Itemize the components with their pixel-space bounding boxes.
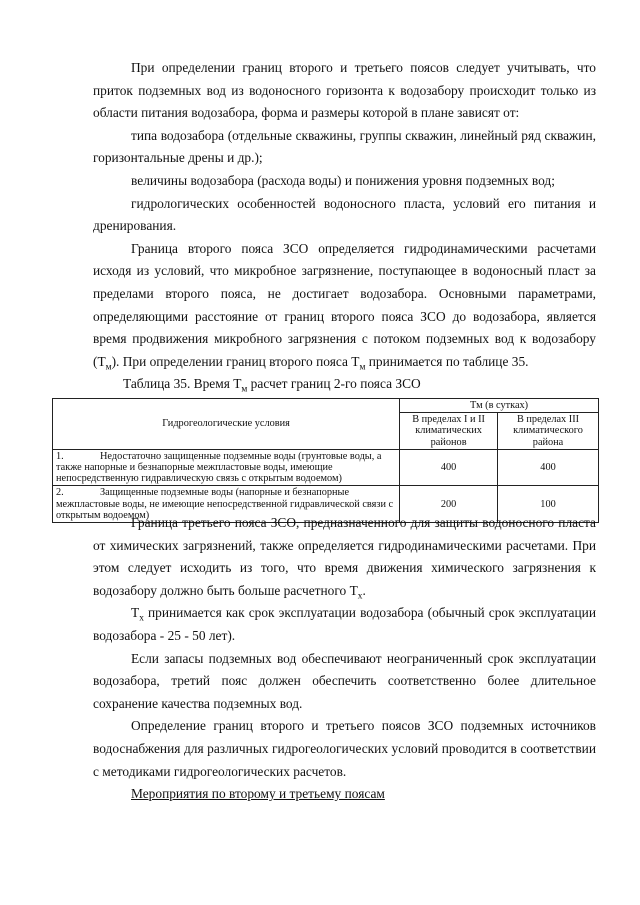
paragraph-bullet-hydro: гидрологических особенностей водоносного пласта, условий его питания и дренирования.: [93, 195, 596, 234]
heading-text: Мероприятия по второму и третьему поясам: [131, 786, 385, 802]
text-block-top: [93, 57, 596, 396]
paragraph-methods: Определение границ второго и третьего поясов ЗСО подземных источников водоснабжения для различных гидрогеологических условий проводится в соответствии с методиками гидрогеологических расчетов.: [93, 718, 596, 779]
text-block-bottom: [93, 512, 596, 806]
row-2-value-1: 200: [400, 486, 498, 523]
table-caption: [93, 373, 596, 396]
paragraph-third-zone: [93, 512, 596, 602]
row-2-number: 2.: [56, 487, 64, 499]
third-zone-period: .: [362, 582, 366, 598]
caption-before: Таблица 35. Время Т: [123, 376, 242, 392]
table-row: [53, 449, 599, 486]
row-1-number: 1.: [56, 450, 64, 462]
paragraph-tx: [93, 602, 596, 647]
header-conditions: Гидрогеологические условия: [53, 399, 400, 450]
sub-m-1: м: [105, 362, 112, 373]
section-heading: [93, 783, 596, 806]
tx-letter: Т: [131, 605, 140, 621]
third-zone-text: Граница третьего пояса ЗСО, предназначенного для защиты водоносного пласта от химических загрязнений, также определяется гидродинамическими расчетами. При этом следует исходить из того, что время движения химического загрязнения к водозабору должно быть больше расчетного Т: [93, 515, 596, 598]
row-1-value-1: 400: [400, 449, 498, 486]
paragraph-unlimited: Если запасы подземных вод обеспечивают неограниченный срок эксплуатации водозабора, третий пояс должен обеспечить соответственно более длительное сохранение качества подземных вод.: [93, 650, 596, 711]
paragraph-bullet-size: величины водозабора (расхода воды) и понижения уровня подземных вод;: [131, 172, 555, 188]
tx-text: принимается как срок эксплуатации водозабора (обычный срок эксплуатации водозабора - 25 - 50 лет).: [93, 605, 596, 643]
header-zone-1-2: В пределах I и II климатических районов: [400, 413, 498, 450]
second-zone-text-c: принимается по таблице 35.: [365, 353, 529, 369]
row-2-value-2: 100: [498, 486, 599, 523]
second-zone-text-b: ). При определении границ второго пояса Т: [111, 353, 360, 369]
caption-after: расчет границ 2-го пояса ЗСО: [247, 376, 421, 392]
row-1-value-2: 400: [498, 449, 599, 486]
sub-x-1: х: [357, 591, 363, 602]
header-zone-3: В пределах III климатического района: [498, 413, 599, 450]
time-table: [52, 398, 599, 523]
row-1-text: Недостаточно защищенные подземные воды (грунтовые воды, а также напорные и безнапорные межпластовые воды, имеющие непосредственную гидравлическую связь с открытым водоемом): [56, 450, 382, 485]
second-zone-text-a: Граница второго пояса ЗСО определяется гидродинамическими расчетами исходя из условий, что микробное загрязнение, поступающее в водоносный пласт за пределами второго пояса, не достигает водозабора. Основными параметрами, определяющими расстояние от границ второго пояса ЗСО до водозабора, является время продвижения микробного загрязнения с потоком подземных вод к водозабору (Т: [93, 240, 596, 369]
sub-m-2: м: [359, 362, 366, 373]
row-1-conditions: [53, 449, 400, 486]
paragraph-intro: При определении границ второго и третьего поясов следует учитывать, что приток подземных вод из водоносного горизонта к водозабору происходит только из области питания водозабора, форма и размеры которой в плане зависят от:: [93, 60, 596, 121]
table-header-row-1: [53, 399, 599, 413]
paragraph-bullet-type: типа водозабора (отдельные скважины, группы скважин, линейный ряд скважин, горизонтальные дрены и др.);: [93, 127, 596, 166]
header-time-group: Тм (в сутках): [400, 399, 599, 413]
paragraph-second-zone: [93, 238, 596, 374]
caption-sub: м: [241, 384, 248, 395]
row-2-text: Защищенные подземные воды (напорные и безнапорные межпластовые воды, не имеющие непосредственной гидравлической связи с открытым водоемом): [56, 487, 394, 521]
sub-x-2: х: [139, 614, 144, 625]
